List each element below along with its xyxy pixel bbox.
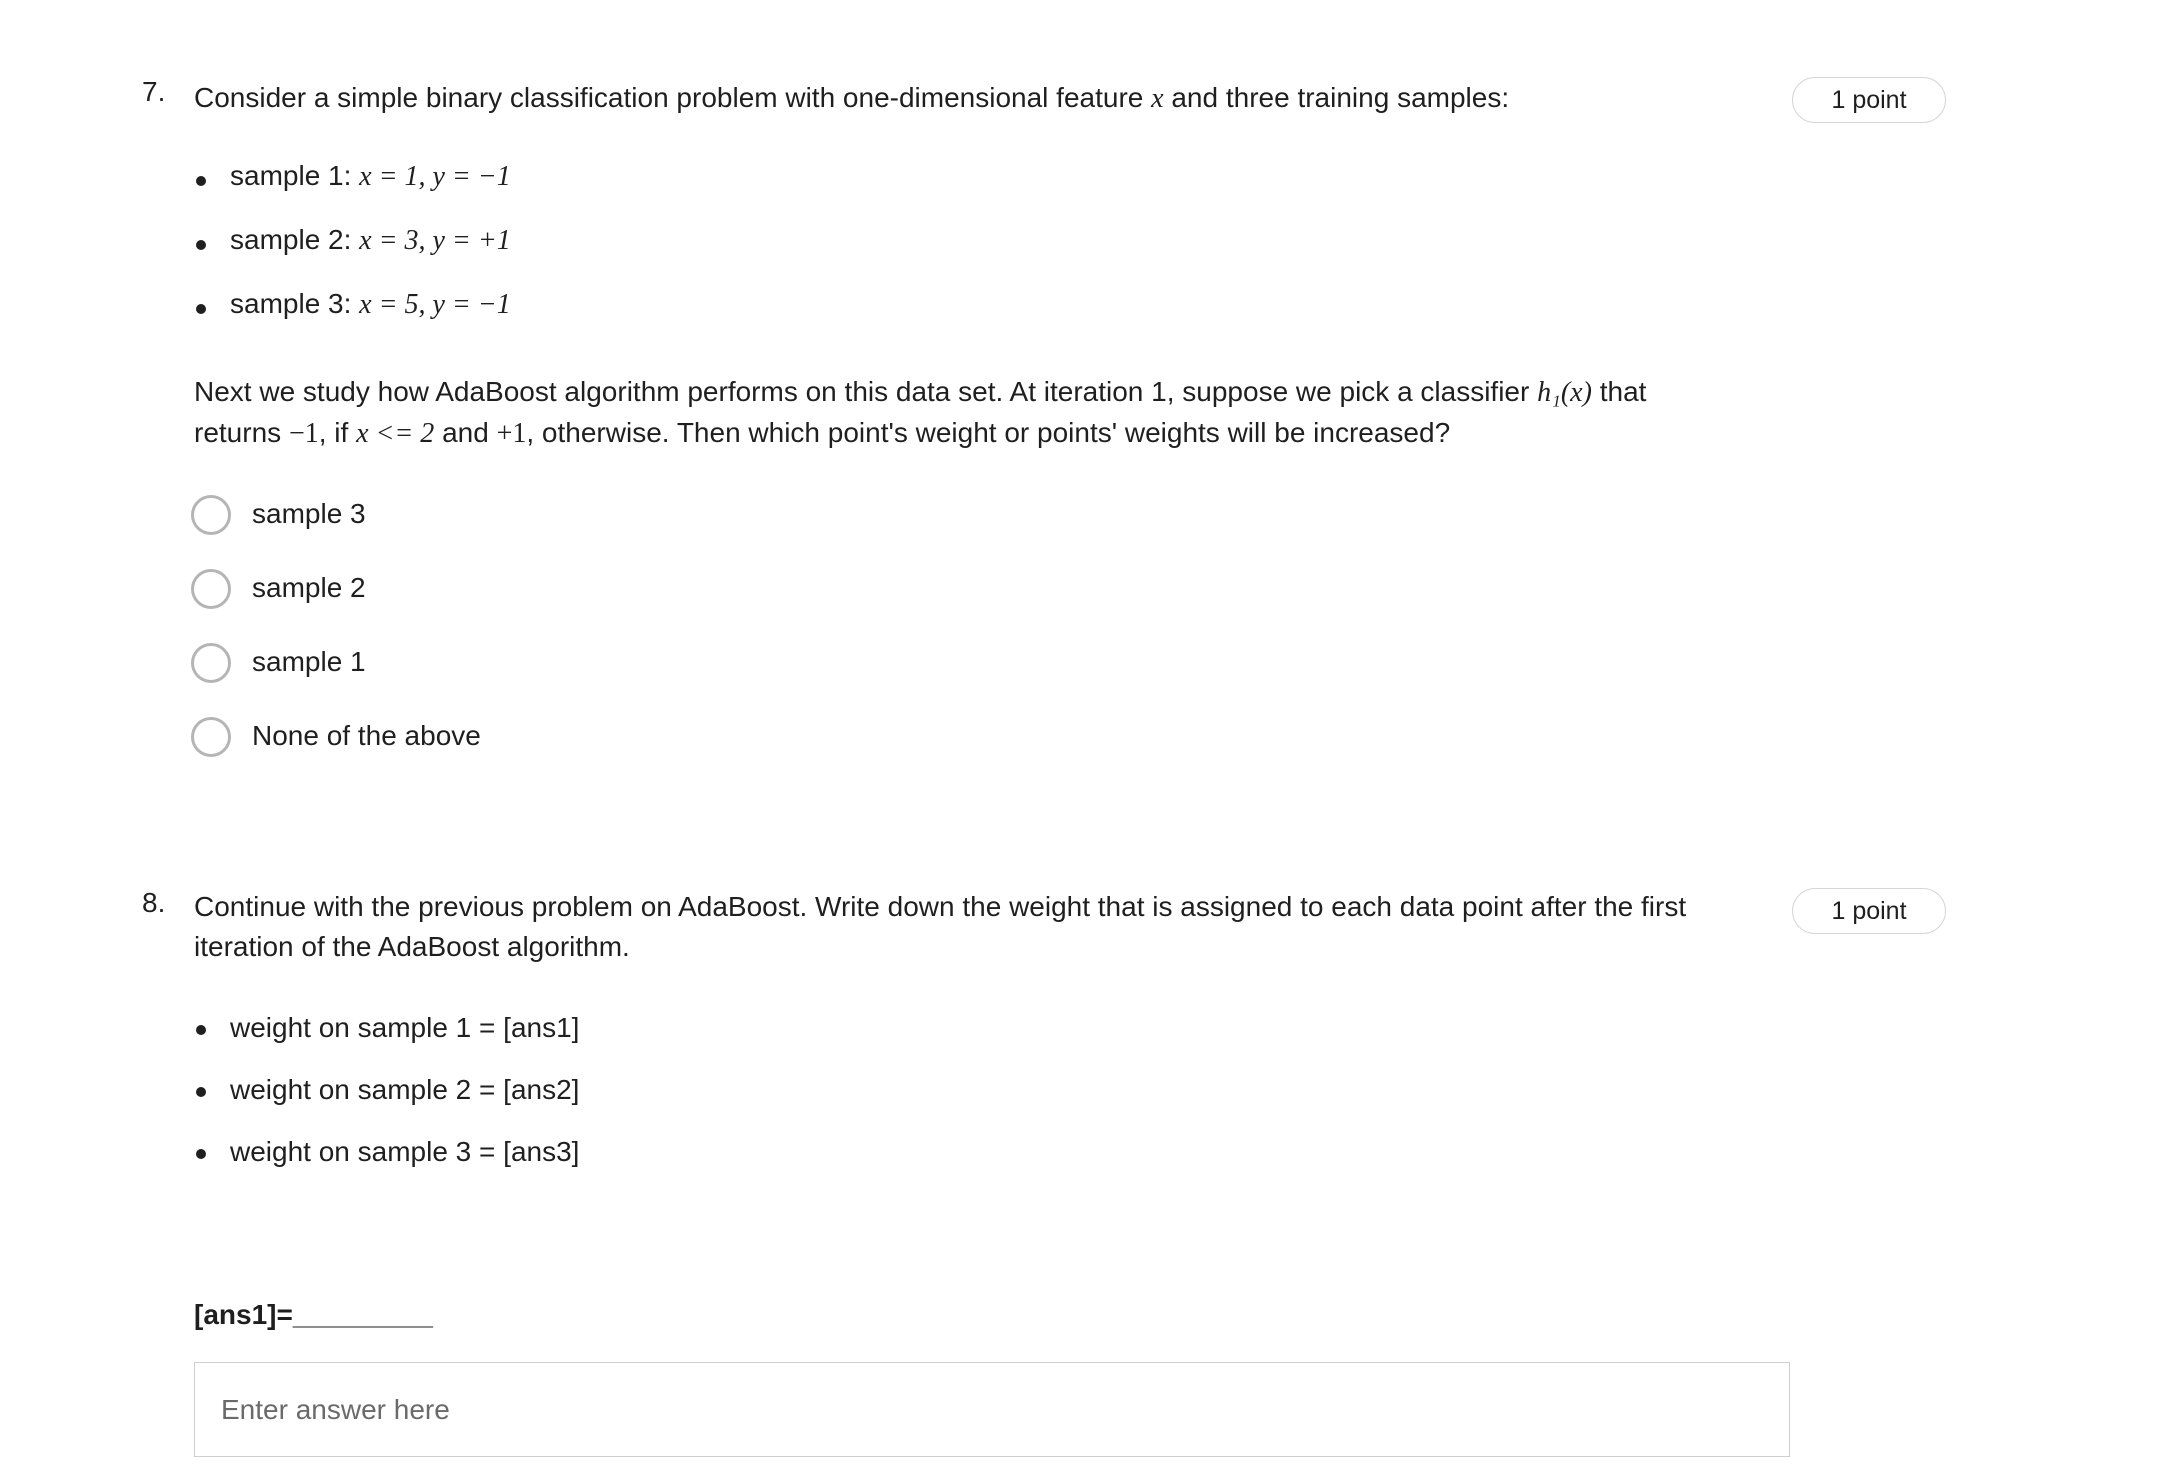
answer-label: [ans1]=_________ xyxy=(194,1299,433,1330)
points-badge: 1 point xyxy=(1792,888,1946,934)
question-prompt-line: Continue with the previous problem on AdaBoost. Write down the weight that is assigned to each data point after the first xyxy=(194,891,1687,922)
paragraph-line xyxy=(194,372,1774,413)
prompt-text: and three training samples: xyxy=(1163,82,1510,113)
option-label[interactable]: sample 1 xyxy=(252,646,366,677)
math-var: x xyxy=(1151,83,1164,114)
prompt-text: Consider a simple binary classification problem with one-dimensional feature xyxy=(194,82,1152,113)
list-item: weight on sample 3 = [ans3] xyxy=(230,1136,580,1167)
list-item xyxy=(230,160,511,193)
bullet xyxy=(196,240,206,250)
question-prompt-line: iteration of the AdaBoost algorithm. xyxy=(194,931,630,962)
option-label[interactable]: sample 3 xyxy=(252,498,366,529)
math: x <= 2 xyxy=(356,418,435,449)
paragraph-line xyxy=(194,413,1774,454)
bullet xyxy=(196,1025,206,1035)
option-label[interactable]: sample 2 xyxy=(252,572,366,603)
paragraph xyxy=(194,372,1774,454)
option-label[interactable]: None of the above xyxy=(252,720,481,751)
sample-math: x = 1, y = −1 xyxy=(359,161,511,192)
sample-math: x = 3, y = +1 xyxy=(359,225,511,256)
bullet xyxy=(196,1087,206,1097)
list-item xyxy=(230,224,511,257)
radio-option-2[interactable] xyxy=(191,569,231,609)
radio-option-4[interactable] xyxy=(191,717,231,757)
bullet xyxy=(196,304,206,314)
question-number: 8. xyxy=(142,887,166,918)
sample-math: x = 5, y = −1 xyxy=(359,289,511,320)
list-item: weight on sample 1 = [ans1] xyxy=(230,1012,580,1043)
math: +1 xyxy=(496,418,527,449)
bullet xyxy=(196,176,206,186)
list-item: weight on sample 2 = [ans2] xyxy=(230,1074,580,1105)
math: −1 xyxy=(288,418,319,449)
question-prompt xyxy=(194,78,1774,119)
bullet xyxy=(196,1149,206,1159)
question-number: 7. xyxy=(142,76,166,107)
list-item xyxy=(230,288,511,321)
text: Next we study how AdaBoost algorithm performs on this data set. At iteration 1, suppose we pick a classifier xyxy=(194,376,1538,407)
sample-label: sample 2: xyxy=(230,224,360,255)
text: that xyxy=(1591,376,1647,407)
text: , otherwise. Then which point's weight or points' weights will be increased? xyxy=(526,417,1451,448)
answer-input[interactable]: Enter answer here xyxy=(194,1362,1790,1457)
points-badge: 1 point xyxy=(1792,77,1946,123)
radio-option-1[interactable] xyxy=(191,495,231,535)
text: returns xyxy=(194,417,289,448)
radio-option-3[interactable] xyxy=(191,643,231,683)
text: , if xyxy=(318,417,357,448)
sample-label: sample 3: xyxy=(230,288,360,319)
sample-label: sample 1: xyxy=(230,160,360,191)
question-prompt xyxy=(194,887,1774,967)
text: and xyxy=(434,417,497,448)
math: h₁(x) xyxy=(1537,377,1592,408)
